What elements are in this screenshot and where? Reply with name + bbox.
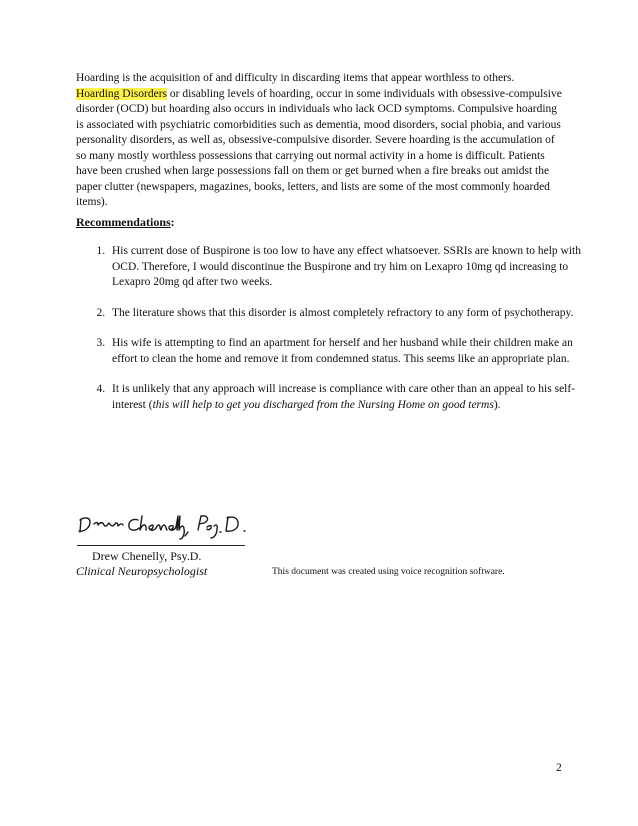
- recommendations-heading: Recommendations:: [76, 215, 175, 229]
- signature-line: [77, 545, 245, 546]
- page-number: 2: [556, 762, 562, 774]
- recommendation-italic-text: this will help to get you discharged from the Nursing Home on good terms: [152, 398, 494, 411]
- handwritten-signature: [76, 508, 266, 542]
- intro-paragraph: [76, 71, 566, 211]
- recommendation-item: 3. His wife is attempting to find an apartment for herself and her husband while their children make an effort to clean the home and remove it from condemned status. This seems like an appropriate plan.: [108, 336, 598, 367]
- signatory-title: Clinical Neuropsychologist: [76, 564, 208, 578]
- recommendation-text: It is unlikely that any approach will increase is compliance with care other than an appeal to his self-interest (: [112, 383, 576, 411]
- intro-text-rest: or disabling levels of hoarding, occur in some individuals with obsessive-compulsive disorder (OCD) but hoarding also occurs in individuals who lack OCD symptoms. Compulsive hoarding is associated with psychiatric comorbidities such as dementia, mood disorders, social phobia, and various personality disorders, as well as, obsessive-compulsive disorder. Severe hoarding is the accumulation of so many mostly worthless possessions that carrying out normal activity in a home is difficult. Patients have been crushed when large possessions fall on them or get burned when a fire breaks out amidst the paper clutter (newspapers, magazines, books, letters, and lists are some of the most commonly hoarded items).: [76, 87, 562, 208]
- intro-text-start: Hoarding is the acquisition of and difficulty in discarding items that appear worthless to others.: [76, 72, 515, 84]
- recommendation-item: 1. His current dose of Buspirone is too low to have any effect whatsoever. SSRIs are known to help with OCD. Therefore, I would discontinue the Buspirone and try him on Lexapro 10mg qd increasing to Lexapro 20mg qd after two weeks.: [108, 244, 598, 291]
- recommendation-item: 2. The literature shows that this disorder is almost completely refractory to any form of psychotherapy.: [108, 306, 598, 322]
- signatory-name: Drew Chenelly, Psy.D.: [92, 549, 202, 563]
- recommendation-text-end: ).: [493, 398, 501, 411]
- highlighted-term: Hoarding Disorders: [76, 87, 168, 100]
- recommendations-list: [76, 244, 598, 428]
- voice-recognition-note: This document was created using voice recognition software.: [272, 567, 505, 577]
- recommendation-item: [108, 382, 598, 413]
